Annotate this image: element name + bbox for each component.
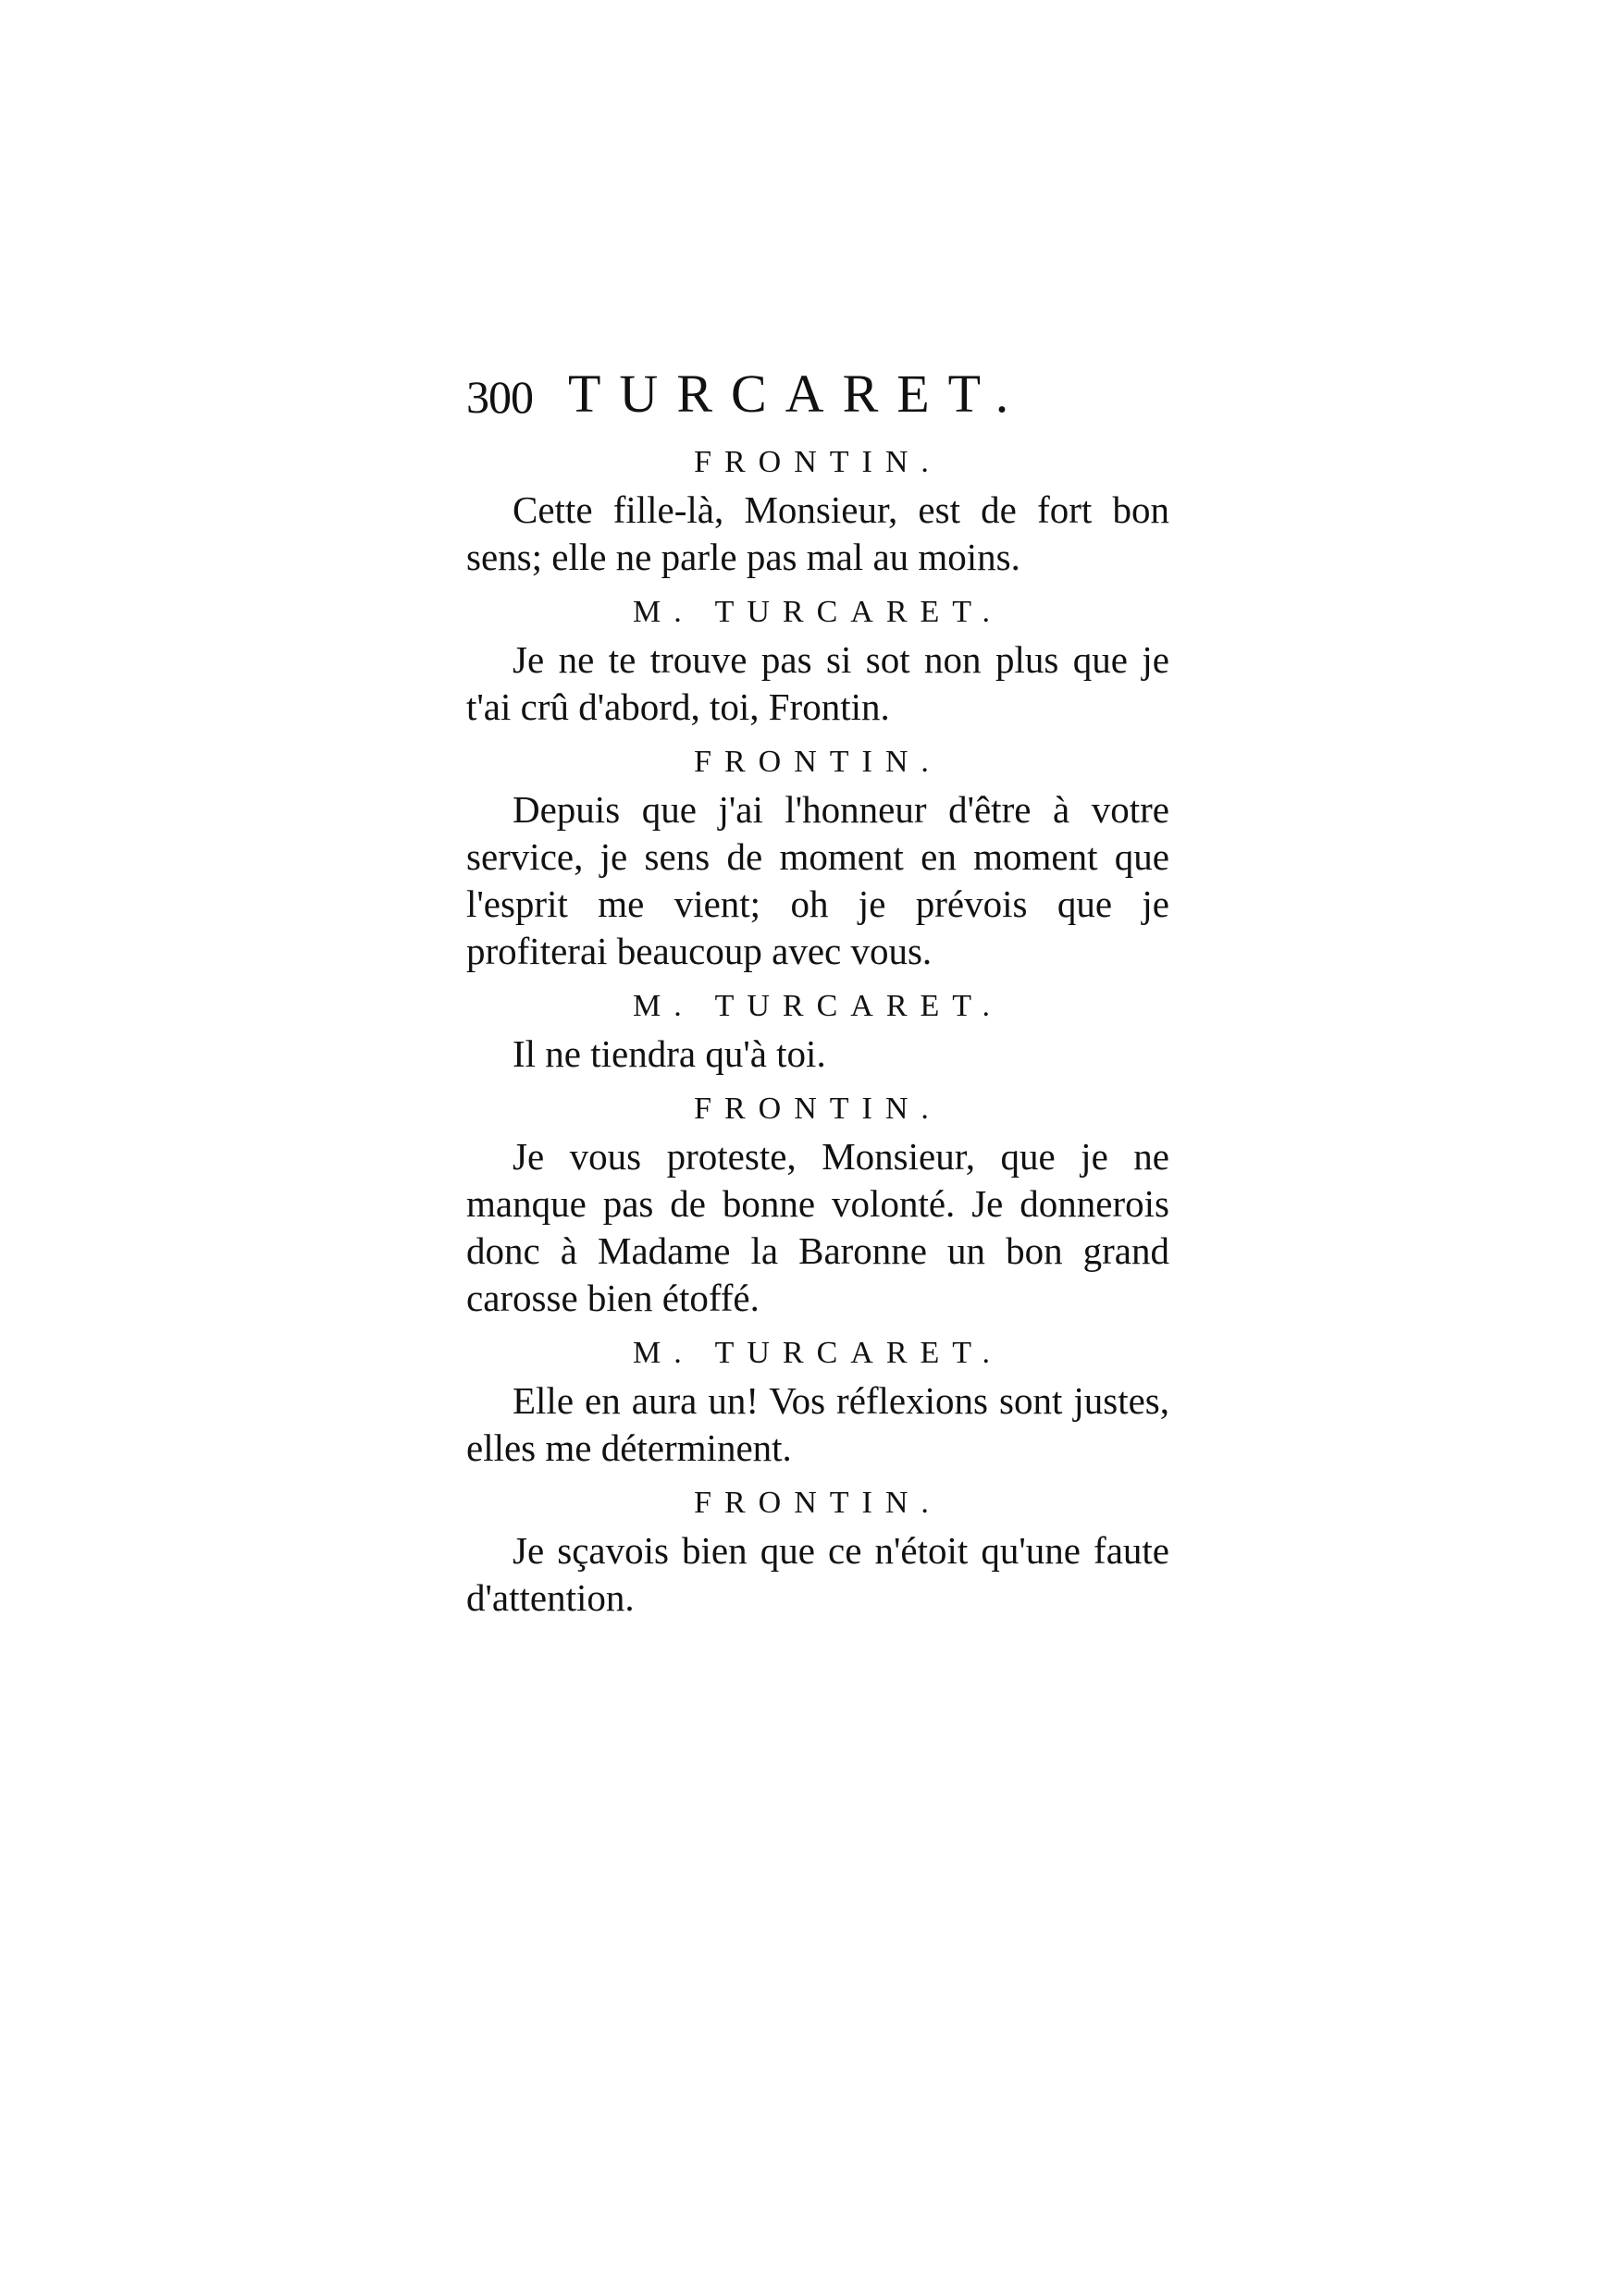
page-body <box>466 363 1169 1769</box>
page-number: 300 <box>466 371 533 423</box>
speech-text: Cette fille-là, Monsieur, est de fort bon sens; elle ne parle pas mal au moins. <box>466 488 1169 578</box>
speech-text: Elle en aura un! Vos réflexions sont justes, elles me déterminent. <box>466 1379 1169 1469</box>
speaker-name: M. TURCARET. <box>632 1336 1004 1370</box>
speaker-name: M. TURCARET. <box>632 989 1004 1023</box>
speech-text: Depuis que j'ai l'honneur d'être à votre service, je sens de moment en moment que l'esprit me vient; oh je prévois que je profiterai beaucoup avec vous. <box>466 788 1169 972</box>
speech-text: Je ne te trouve pas si sot non plus que je t'ai crû d'abord, toi, Frontin. <box>466 638 1169 728</box>
speech-text: Je sçavois bien que ce n'étoit qu'une faute d'attention. <box>466 1529 1169 1619</box>
running-title: TURCARET. <box>568 364 1028 424</box>
speaker-name: FRONTIN. <box>694 1486 942 1520</box>
running-head <box>466 363 1169 438</box>
speech-text: Je vous proteste, Monsieur, que je ne manque pas de bonne volonté. Je donnerois donc à Madame la Baronne un bon grand carosse bien étoffé. <box>466 1135 1169 1319</box>
speaker-name: FRONTIN. <box>694 1092 942 1126</box>
speaker-name: M. TURCARET. <box>632 595 1004 629</box>
speech-text: Il ne tiendra qu'à toi. <box>513 1032 826 1075</box>
speaker-name: FRONTIN. <box>694 745 942 779</box>
speaker-name: FRONTIN. <box>694 445 942 479</box>
